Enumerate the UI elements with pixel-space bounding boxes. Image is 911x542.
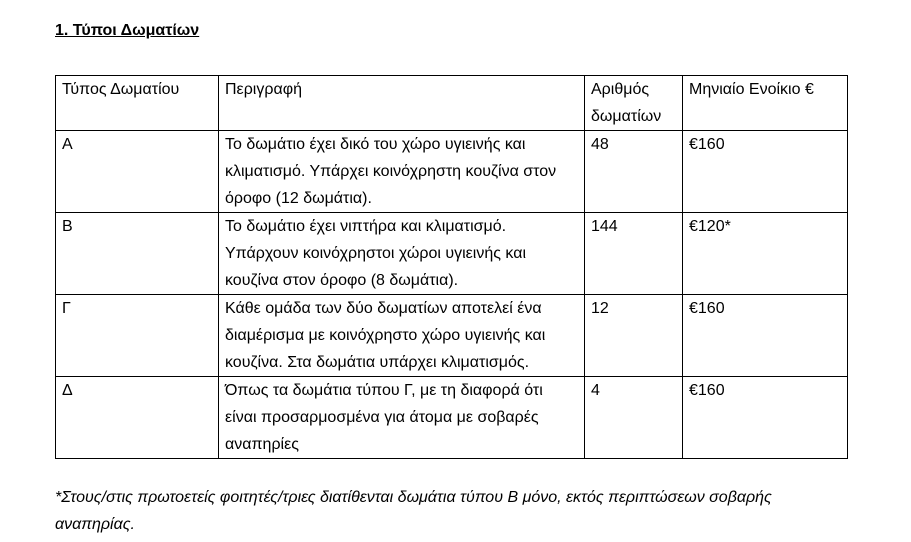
header-description: Περιγραφή [219,76,585,131]
table-row [56,131,848,213]
cell-room-count: 4 [585,377,683,459]
cell-monthly-rent: €120* [683,213,848,295]
table-row [56,213,848,295]
cell-description: Το δωμάτιο έχει δικό του χώρο υγιεινής και κλιματισμό. Υπάρχει κοινόχρηστη κουζίνα στον όροφο (12 δωμάτια). [219,131,585,213]
section-heading: 1. Τύποι Δωματίων [55,22,200,39]
cell-room-count: 12 [585,295,683,377]
cell-description: Όπως τα δωμάτια τύπου Γ, με τη διαφορά ότι είναι προσαρμοσμένα για άτομα με σοβαρές αναπηρίες [219,377,585,459]
header-room-count: Αριθμός δωματίων [585,76,683,131]
cell-room-type: Δ [56,377,219,459]
cell-monthly-rent: €160 [683,377,848,459]
cell-room-count: 48 [585,131,683,213]
cell-room-type: Γ [56,295,219,377]
cell-room-type: Α [56,131,219,213]
cell-monthly-rent: €160 [683,131,848,213]
table-header-row [56,76,848,131]
cell-room-count: 144 [585,213,683,295]
cell-room-type: Β [56,213,219,295]
room-types-table [55,75,848,459]
table-row [56,295,848,377]
table-row [56,377,848,459]
header-room-type: Τύπος Δωματίου [56,76,219,131]
header-monthly-rent: Μηνιαίο Ενοίκιο € [683,76,848,131]
footnote: *Στους/στις πρωτοετείς φοιτητές/τριες διατίθενται δωμάτια τύπου Β μόνο, εκτός περιπτώσεων σοβαρής αναπηρίας. [55,489,772,533]
cell-description: Κάθε ομάδα των δύο δωματίων αποτελεί ένα διαμέρισμα με κοινόχρηστο χώρο υγιεινής και κουζίνα. Στα δωμάτια υπάρχει κλιματισμός. [219,295,585,377]
cell-description: Το δωμάτιο έχει νιπτήρα και κλιματισμό. Υπάρχουν κοινόχρηστοι χώροι υγιεινής και κουζίνα στον όροφο (8 δωμάτια). [219,213,585,295]
cell-monthly-rent: €160 [683,295,848,377]
